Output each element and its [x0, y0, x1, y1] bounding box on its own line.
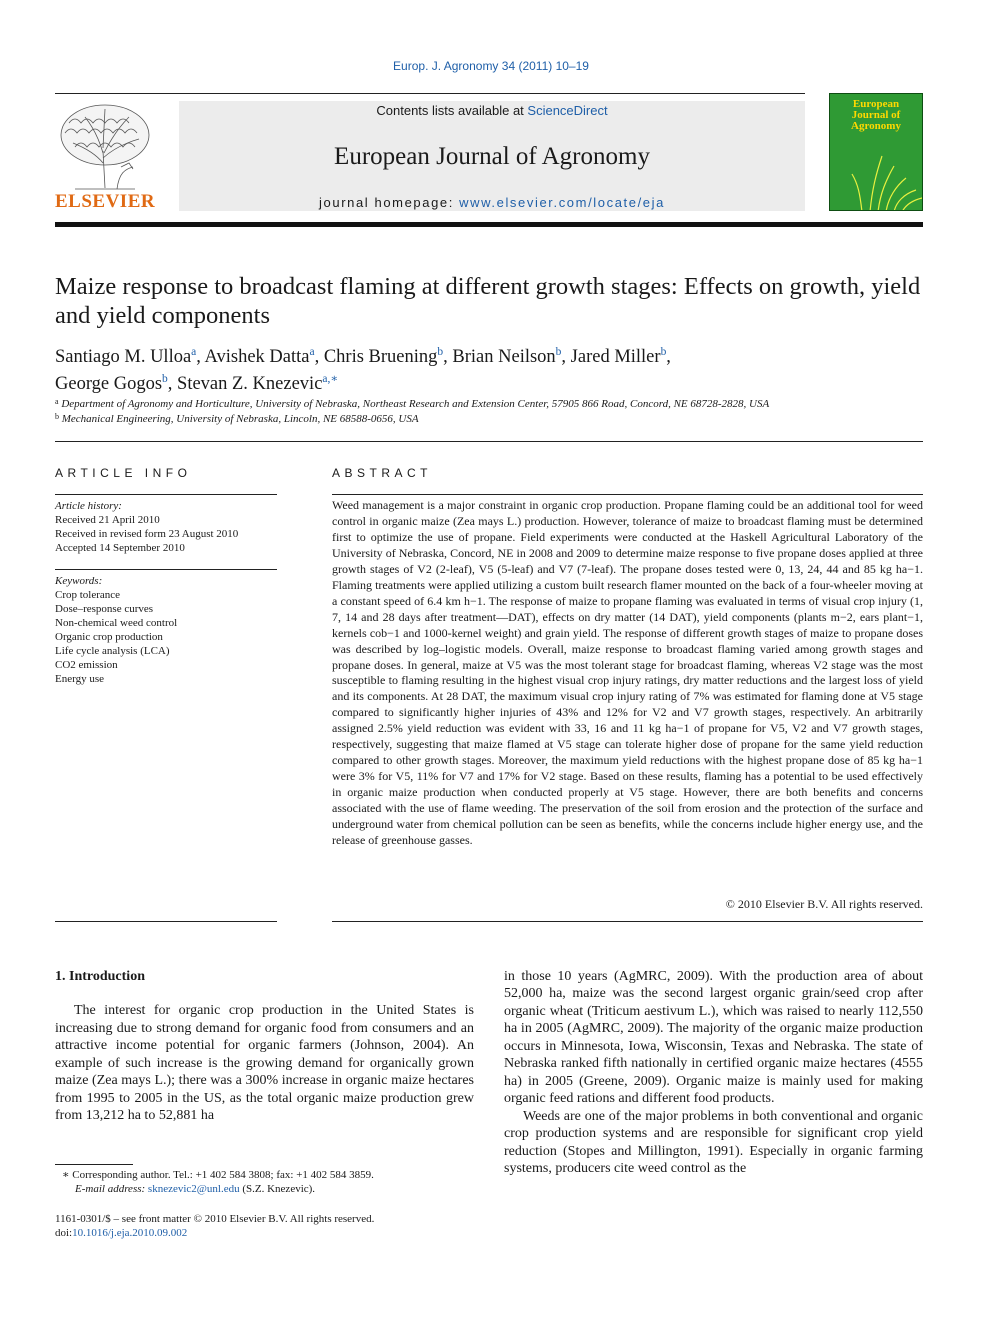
- contents-line: [179, 103, 805, 118]
- email-suffix: (S.Z. Knezevic).: [239, 1183, 316, 1195]
- author-6[interactable]: [55, 374, 168, 394]
- email-label: E-mail address:: [75, 1183, 148, 1195]
- author-7[interactable]: [177, 374, 338, 394]
- author-3[interactable]: [324, 347, 443, 367]
- introduction-paragraph-1-cont: in those 10 years (AgMRC, 2009). With the production area of about 52,000 ha, maize was the second largest organic grain/seed crop after organic wheat (Triticum aestivum L.), which was raised to nearly 112,550 ha in 2005 (AgMRC, 2009). The majority of the organic maize production occurs in Minnesota, Iowa, Wisconsin, Texas and Nebraska. The state of Nebraska ranked fifth nationally in certified organic maize hectares (4555 ha) in 2005 (Greene, 2009). Organic maize is mainly used for making organic feed rations and different food products.: [504, 969, 923, 1107]
- abstract-heading: ABSTRACT: [332, 466, 433, 480]
- history-revised: Received in revised form 23 August 2010: [55, 528, 239, 540]
- author-4[interactable]: [452, 347, 561, 367]
- introduction-paragraph-1: The interest for organic crop production in the United States is increasing due to strong demand for organic food from consumers and an attractive income potential for organic farmers (Johnson, 2004). An example of such increase is the growing demand for organically grown maize (Zea mays L.); there was a 300% increase in organic maize hectares from 1995 to 2005 in the US, as the total organic maize production grew from 13,212 ha to 52,881 ha: [55, 1003, 474, 1124]
- issn-line: 1161-0301/$ – see front matter © 2010 Elsevier B.V. All rights reserved.: [55, 1213, 375, 1225]
- journal-cover[interactable]: [829, 93, 923, 211]
- sciencedirect-link[interactable]: ScienceDirect: [527, 103, 608, 118]
- journal-citation[interactable]: Europ. J. Agronomy 34 (2011) 10–19: [393, 59, 589, 73]
- keyword-item: Dose–response curves: [55, 603, 154, 615]
- author-separator: ,: [167, 374, 178, 395]
- author-affil-mark[interactable]: b: [660, 346, 667, 358]
- article-title: Maize response to broadcast flaming at different growth stages: Effects on growth, yield and yield components: [55, 273, 921, 329]
- article-info-rule: [55, 494, 277, 495]
- elsevier-logo: [55, 103, 155, 213]
- author-name: Stevan Z. Knezevic: [177, 374, 323, 395]
- keyword-item: Crop tolerance: [55, 589, 121, 601]
- article-history: [55, 499, 277, 555]
- author-separator: ,: [666, 347, 671, 368]
- abstract-rule: [332, 494, 923, 495]
- author-2[interactable]: [205, 347, 315, 367]
- author-separator: ,: [314, 347, 324, 368]
- cover-title-line-1: European: [852, 98, 900, 110]
- journal-masthead: [179, 101, 805, 211]
- header-bottom-rule: [55, 222, 923, 227]
- affiliation-b: [55, 412, 419, 425]
- keyword-item: Life cycle analysis (LCA): [55, 645, 170, 657]
- doi-line: [55, 1226, 187, 1240]
- author-name: Chris Bruening: [323, 347, 438, 368]
- journal-header: [55, 93, 923, 215]
- keyword-item: Energy use: [55, 673, 104, 685]
- cover-grass-icon: [830, 94, 923, 211]
- header-top-rule: [55, 93, 805, 94]
- article-info-heading: ARTICLE INFO: [55, 466, 192, 480]
- author-list: [55, 341, 925, 395]
- affiliation-text: Mechanical Engineering, University of Nebraska, Lincoln, NE 68588-0656, USA: [61, 413, 419, 425]
- affiliation-text: Department of Agronomy and Horticulture, University of Nebraska, Northeast Research and Extension Center, 57905 866 Road, Concord, NE 68728-2828, USA: [61, 398, 770, 410]
- keywords-rule: [55, 569, 277, 570]
- author-name: George Gogos: [55, 374, 163, 395]
- body-column-left: [55, 968, 474, 1125]
- author-name: Avishek Datta: [204, 347, 310, 368]
- journal-name: European Journal of Agronomy: [334, 143, 650, 170]
- affiliation-a: [55, 397, 769, 410]
- author-name: Brian Neilson: [452, 347, 556, 368]
- author-name: Santiago M. Ulloa: [55, 347, 192, 368]
- corresponding-author-footnote: ∗ Corresponding author. Tel.: +1 402 584 3808; fax: +1 402 584 3859.: [62, 1169, 374, 1181]
- homepage-prefix: journal homepage:: [319, 195, 460, 210]
- body-column-right: [504, 968, 923, 1177]
- footnote-rule: [55, 1164, 133, 1165]
- elsevier-wordmark: ELSEVIER: [55, 191, 156, 212]
- journal-homepage: [179, 195, 805, 210]
- author-affil-mark[interactable]: a,∗: [322, 373, 339, 386]
- history-received: Received 21 April 2010: [55, 514, 160, 526]
- introduction-heading: 1. Introduction: [55, 969, 145, 984]
- cover-title-line-2: Journal of: [851, 109, 901, 121]
- keyword-item: Organic crop production: [55, 631, 163, 643]
- history-label: Article history:: [55, 500, 122, 512]
- keyword-item: Non-chemical weed control: [55, 617, 178, 629]
- doi-label: doi:: [55, 1227, 73, 1239]
- author-1[interactable]: [55, 347, 196, 367]
- affiliation-mark: b: [55, 412, 59, 421]
- author-separator: ,: [196, 347, 205, 368]
- cover-title-line-3: Agronomy: [851, 120, 901, 132]
- author-separator: ,: [443, 347, 453, 368]
- doi-link[interactable]: 10.1016/j.eja.2010.09.002: [72, 1227, 188, 1239]
- article-info-bottom-rule: [55, 921, 277, 922]
- author-affil-mark[interactable]: b: [162, 373, 168, 386]
- author-5[interactable]: [571, 347, 667, 367]
- author-affil-mark[interactable]: a: [309, 346, 315, 358]
- history-accepted: Accepted 14 September 2010: [55, 542, 185, 554]
- author-name: Jared Miller: [570, 347, 661, 368]
- tree-icon: [55, 103, 155, 191]
- abstract-copyright: © 2010 Elsevier B.V. All rights reserved.: [725, 897, 923, 911]
- author-separator: ,: [561, 347, 571, 368]
- email-link[interactable]: sknezevic2@unl.edu: [147, 1183, 240, 1195]
- author-affil-mark[interactable]: a: [191, 346, 197, 358]
- keyword-item: CO2 emission: [55, 659, 118, 671]
- contents-prefix: Contents lists available at: [376, 103, 528, 118]
- homepage-link[interactable]: www.elsevier.com/locate/eja: [459, 195, 665, 210]
- keywords: [55, 574, 277, 686]
- keywords-label: Keywords:: [55, 575, 103, 587]
- introduction-paragraph-2: Weeds are one of the major problems in both conventional and organic crop production systems and are responsible for significant crop yield reduction (Stopes and Millington, 1991). Especially in organic farming systems, producers cite weed control as the: [504, 1108, 923, 1176]
- author-affil-mark[interactable]: b: [437, 346, 444, 358]
- author-affil-mark[interactable]: b: [555, 346, 562, 358]
- abstract-bottom-rule: [332, 921, 923, 922]
- email-footnote: [75, 1182, 315, 1196]
- affiliation-mark: a: [55, 397, 59, 406]
- section-separator: [55, 441, 923, 442]
- abstract-text: Weed management is a major constraint in organic crop production. Propane flaming could be an additional tool for weed control in organic maize (Zea mays L.) production. However, tolerance of maize to broadcast flaming must be determined first to optimize the use of propane. Field experiments were conducted at the Haskell Agricultural Laboratory of the University of Nebraska, Concord, NE in 2008 and 2009 to determine maize response to five propane doses applied at three growth stages of V2 (2-leaf), V5 (5-leaf) and V7 (7-leaf). The propane doses tested were 0, 13, 24, 44 and 85 kg ha−1. Flaming treatments were applied utilizing a custom built research flamer mounted on the back of a four-wheeler moving at a constant speed of 6.4 km h−1. The response of maize to propane flaming was evaluated in terms of visual crop injury (1, 7, 14 and 28 days after treatment—DAT), effects on dry matter (14 DAT), yield components (plants m−2, ears plant−1, kernels cob−1 and 1000-kernel weight) and grain yield. The response of different growth stages of maize to propane doses was described by log–logistic models. Overall, maize response to broadcast flaming varied among growth stages and propane doses. In general, maize at V5 was the most tolerant stage for broadcast flaming, whereas V2 stage was the most susceptible to flaming resulting in the highest visual crop injury ratings, dry matter reductions and the largest loss of yield and its components. At 28 DAT, the maximum visual crop injury rating of 7% was estimated for flaming done at V5 stage compared to significantly higher injuries of 43% and 12% for V2 and V7 growth stages, respectively. An arbitrarily assigned 2.5% yield reduction was evident with 33, 16 and 11 kg ha−1 of propane for V5, V2 and V7 growth stages, respectively, suggesting that maize flamed at V5 stage can tolerate higher dose of propane for the same yield reduction compared to other growth stages. Moreover, the maximum yield reductions with the highest propane dose of 85 kg ha−1 were 3% for V5, 11% for V7 and 17% for V2 stage. Based on these results, flaming has a potential to be used effectively in organic maize production when conducted properly at V5 stage. However, there are both benefits and concerns associated with the use of flame weeding. The preservation of the soil from erosion and the protection of the surface and underground water from chemical pollution can be seen as benefits, while the concerns include higher energy use, and the release of greenhouse gasses.: [332, 498, 923, 848]
